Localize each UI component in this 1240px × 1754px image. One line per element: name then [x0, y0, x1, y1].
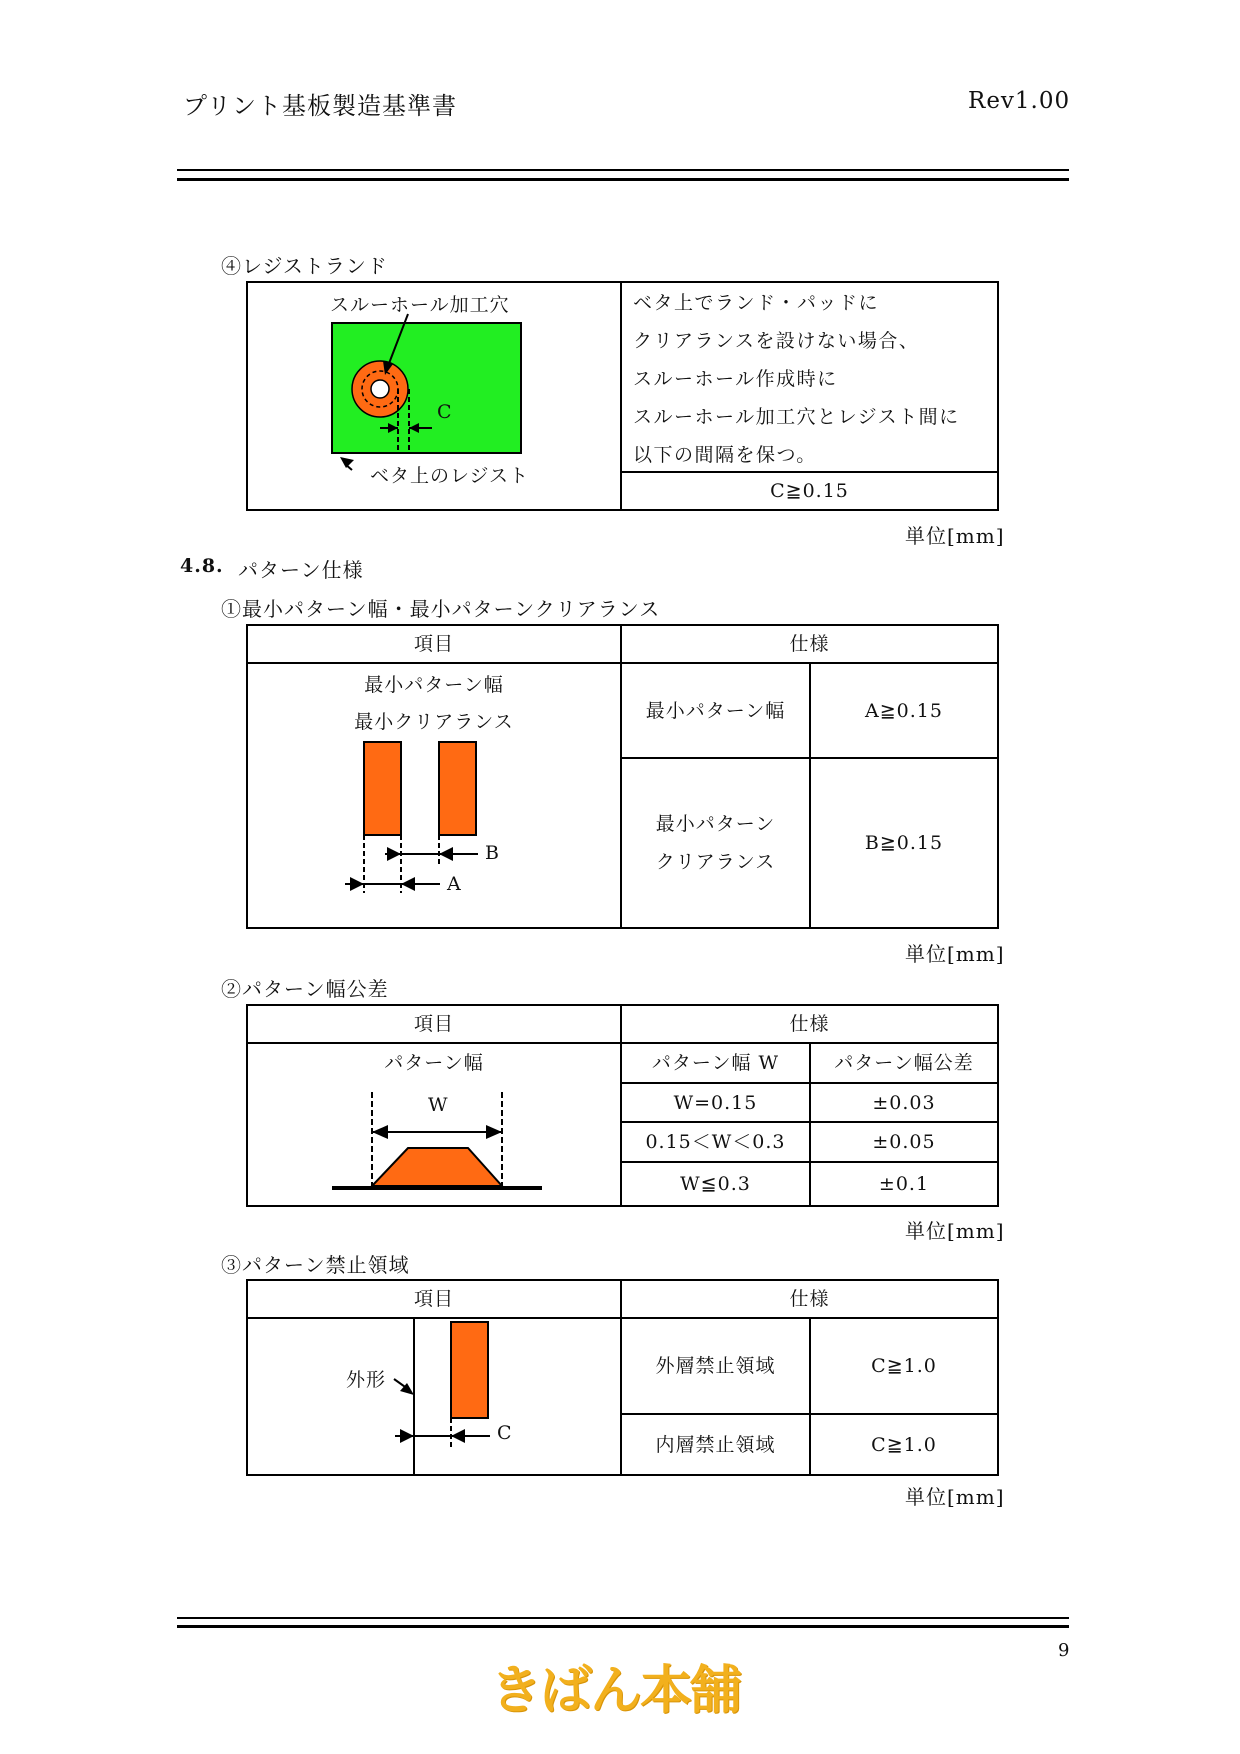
page-number: 9 [1058, 1640, 1070, 1661]
table-row-tolerance: ±0.03 [872, 1091, 936, 1114]
min-width-value: A≧0.15 [865, 699, 943, 722]
footer-rule-top [177, 1617, 1069, 1619]
document-title: プリント基板製造基準書 [183, 92, 458, 120]
hole-label: スルーホール加工穴 [330, 294, 510, 316]
section-title: パターン仕様 [238, 558, 364, 582]
width-diagram-title: パターン幅 [384, 1052, 484, 1074]
table-row-width: W≦0.3 [680, 1173, 751, 1195]
min-pattern-heading: ①最小パターン幅・最小パターンクリアランス [221, 597, 661, 621]
table-row-width: W=0.15 [673, 1091, 758, 1114]
a-dimension-label: A [447, 873, 462, 895]
min-clearance-value: B≧0.15 [864, 832, 944, 854]
col-spec-header: 仕様 [789, 633, 830, 655]
keepout-heading: ③パターン禁止領域 [221, 1253, 410, 1277]
kiban-honpo-logo: きばん本舗 [490, 1661, 741, 1721]
resist-spec-value: C≧0.15 [770, 480, 849, 502]
col-item-header: 項目 [413, 633, 454, 655]
footer-rule-bottom [177, 1625, 1069, 1628]
inner-keepout-name: 内層禁止領域 [655, 1433, 776, 1456]
min-width-name: 最小パターン幅 [645, 699, 786, 722]
resist-note: ベタ上でランド・パッドに クリアランスを設けない場合、 スルーホール作成時に スルーホール加工穴とレジスト間に 以下の間隔を保つ。 [633, 292, 960, 466]
unit-label: 単位[mm] [905, 1219, 1005, 1243]
min-clearance-name: 最小パターン クリアランス [655, 813, 776, 873]
w-dimension-label: W [428, 1094, 449, 1116]
table-row-tolerance: ±0.05 [872, 1131, 936, 1153]
pattern-block [451, 1322, 488, 1418]
section-number: 4.8. [180, 555, 224, 577]
unit-label: 単位[mm] [905, 524, 1005, 548]
unit-label: 単位[mm] [905, 1485, 1005, 1509]
revision-label: Rev1.00 [968, 88, 1071, 114]
outer-keepout-name: 外層禁止領域 [655, 1355, 776, 1377]
resist-label: ベタ上のレジスト [370, 465, 529, 487]
sub-header-width: パターン幅 W [651, 1052, 780, 1074]
col-item-header: 項目 [413, 1288, 454, 1310]
c-dimension-label: C [497, 1422, 513, 1444]
col-item-header: 項目 [413, 1013, 454, 1035]
outer-keepout-value: C≧1.0 [871, 1355, 937, 1377]
table-row-width: 0.15＜W＜0.3 [645, 1131, 786, 1153]
table-row-tolerance: ±0.1 [878, 1173, 930, 1195]
sub-header-tolerance: パターン幅公差 [834, 1052, 974, 1074]
min-pattern-diagram-title: 最小パターン幅 最小クリアランス [354, 674, 514, 733]
resist-land-heading: ④レジストランド [221, 254, 388, 278]
col-spec-header: 仕様 [789, 1288, 830, 1310]
inner-keepout-value: C≧1.0 [871, 1433, 937, 1456]
c-dimension-label: C [437, 401, 453, 423]
width-tolerance-heading: ②パターン幅公差 [221, 977, 389, 1001]
col-spec-header: 仕様 [789, 1013, 830, 1035]
b-dimension-label: B [485, 842, 500, 864]
unit-label: 単位[mm] [905, 942, 1005, 966]
outline-label: 外形 [346, 1369, 387, 1391]
